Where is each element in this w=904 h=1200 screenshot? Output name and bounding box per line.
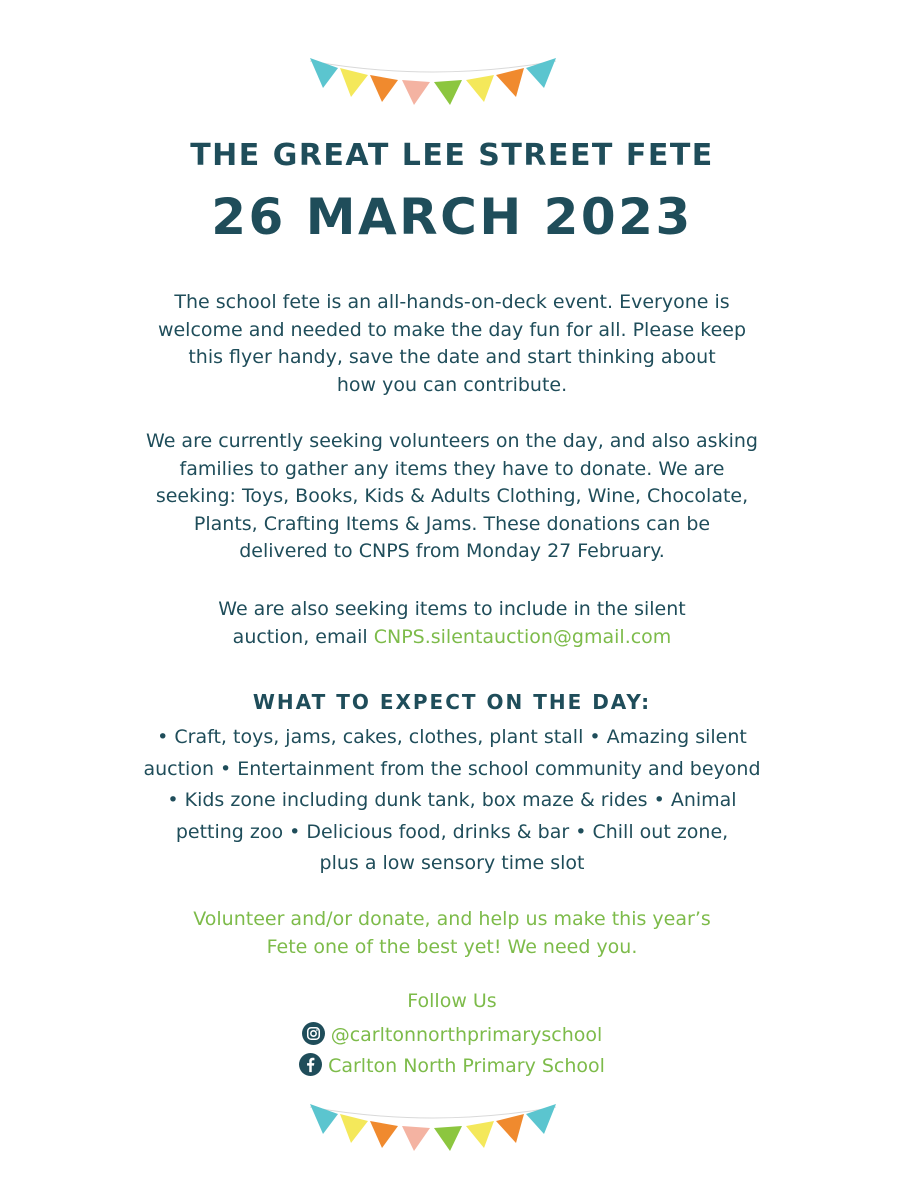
bunting-flag (310, 1104, 338, 1134)
volunteers-line: Plants, Crafting Items & Jams. These donations can be (193, 512, 711, 535)
bunting-flag (466, 75, 494, 102)
expect-list (60, 722, 844, 880)
volunteers-paragraph (60, 428, 844, 566)
instagram-icon (302, 1022, 325, 1045)
bunting-flag (402, 1126, 430, 1151)
expect-line: • Kids zone including dunk tank, box maze & rides • Animal (167, 789, 737, 811)
intro-line: how you can contribute. (336, 373, 568, 396)
auction-line: We are also seeking items to include in the silent (218, 598, 686, 620)
volunteers-line: We are currently seeking volunteers on the day, and also asking (146, 430, 758, 452)
bunting-flag (496, 68, 524, 97)
instagram-handle: @carltonnorthprimaryschool (330, 1024, 603, 1046)
bunting-flag (310, 58, 338, 88)
auction-line (60, 624, 844, 652)
bunting-flag (526, 1104, 556, 1134)
bunting-flag (466, 1121, 494, 1148)
follow-us-label: Follow Us (407, 990, 497, 1012)
event-date: 26 MARCH 2023 (211, 188, 693, 246)
call-to-action (60, 906, 844, 961)
bunting-flag (496, 1114, 524, 1143)
bunting-flag (370, 1121, 398, 1148)
expect-heading: WHAT TO EXPECT ON THE DAY: (252, 690, 652, 714)
volunteers-line: seeking: Toys, Books, Kids & Adults Clothing, Wine, Chocolate, (155, 485, 749, 507)
auction-prefix: auction, email (232, 625, 374, 648)
event-title: THE GREAT LEE STREET FETE (190, 138, 714, 173)
intro-paragraph (60, 289, 844, 399)
volunteers-line: families to gather any items they have to donate. We are (179, 457, 725, 480)
bunting-bottom (308, 1101, 558, 1153)
instagram-link[interactable] (0, 1022, 904, 1046)
bunting-flag (526, 58, 556, 88)
bunting-flag (340, 68, 368, 97)
auction-email-link[interactable]: CNPS.silentauction@gmail.com (373, 625, 672, 648)
expect-line: auction • Entertainment from the school community and beyond (143, 757, 761, 780)
bunting-flag (434, 80, 462, 105)
intro-line: welcome and needed to make the day fun for all. Please keep (157, 318, 747, 341)
bunting-top (308, 55, 558, 107)
bunting-flag (434, 1126, 462, 1151)
facebook-name: Carlton North Primary School (328, 1055, 605, 1077)
bunting-flag (340, 1114, 368, 1143)
cta-line: Volunteer and/or donate, and help us make this year’s (193, 908, 711, 930)
expect-line: plus a low sensory time slot (319, 852, 585, 874)
facebook-link[interactable] (0, 1053, 904, 1077)
facebook-icon (299, 1053, 322, 1076)
intro-line: The school fete is an all-hands-on-deck event. Everyone is (174, 291, 730, 313)
bunting-flag (402, 80, 430, 105)
auction-paragraph (60, 596, 844, 651)
volunteers-line: delivered to CNPS from Monday 27 February. (239, 540, 665, 562)
expect-line: petting zoo • Delicious food, drinks & bar • Chill out zone, (175, 820, 729, 843)
expect-line: • Craft, toys, jams, cakes, clothes, plant stall • Amazing silent (157, 726, 747, 748)
cta-line: Fete one of the best yet! We need you. (266, 935, 638, 958)
bunting-flag (370, 75, 398, 102)
intro-line: this flyer handy, save the date and start thinking about (188, 346, 716, 368)
